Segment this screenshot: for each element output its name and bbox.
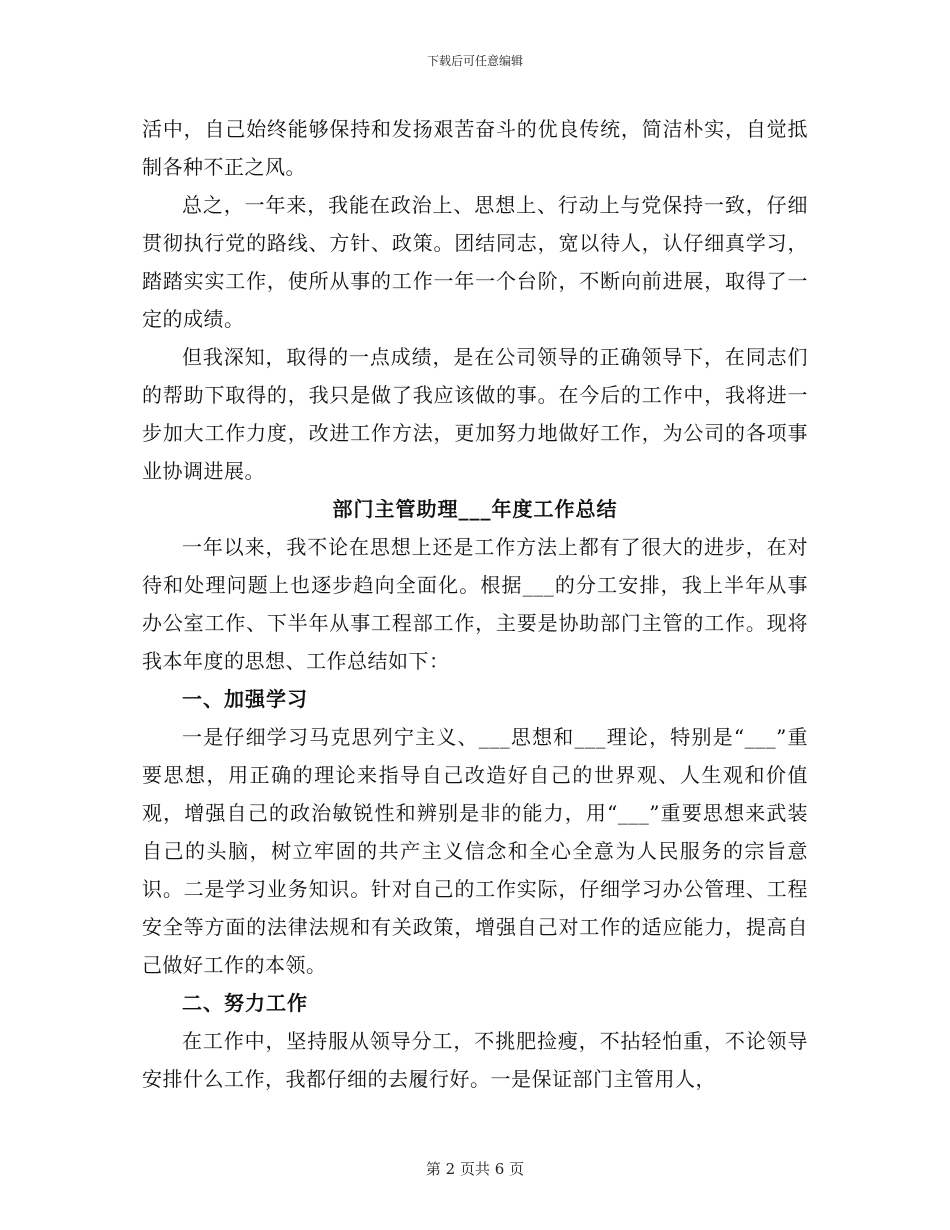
paragraph-outlook: 但我深知，取得的一点成绩，是在公司领导的正确领导下，在同志们的帮助下取得的，我只是做了我应该做的事。在今后的工作中，我将进一步加大工作力度，改进工作方法，更加努力地做好工作，为公司的各项事业协调进展。 — [142, 345, 808, 483]
paragraph-intro: 一年以来，我不论在思想上还是工作方法上都有了很大的进步，在对待和处理问题上也逐步趋向全面化。根据___的分工安排，我上半年从事办公室工作、下半年从事工程部工作，主要是协助部门主管的工作。现将我本年度的思想、工作总结如下： — [142, 535, 808, 673]
document-title: 部门主管助理___年度工作总结 — [332, 497, 618, 521]
paragraph-summary: 总之，一年来，我能在政治上、思想上、行动上与党保持一致，仔细贯彻执行党的路线、方针、政策。团结同志，宽以待人，认仔细真学习，踏踏实实工作，使所从事的工作一年一个台阶，不断向前进展，取得了一定的成绩。 — [142, 193, 808, 331]
paragraph-study: 一是仔细学习马克思列宁主义、___思想和___理论，特别是“___”重要思想，用正确的理论来指导自己改造好自己的世界观、人生观和价值观，增强自己的政治敏锐性和辨别是非的能力，用“___”重要思想来武装自己的头脑，树立牢固的共产主义信念和全心全意为人民服务的宗旨意识。二是学习业务知识。针对自己的工作实际，仔细学习办公管理、工程安全等方面的法律法规和有关政策，增强自己对工作的适应能力，提高自己做好工作的本领。 — [142, 725, 808, 977]
section-heading-study: 一、加强学习 — [182, 687, 308, 711]
section-heading-work: 二、努力工作 — [182, 991, 308, 1015]
paragraph-work: 在工作中，坚持服从领导分工，不挑肥捡瘦，不拈轻怕重，不论领导安排什么工作，我都仔细的去履行好。一是保证部门主管用人， — [142, 1029, 808, 1091]
page-number: 第 2 页共 6 页 — [425, 1160, 525, 1178]
paragraph-continued: 活中，自己始终能够保持和发扬艰苦奋斗的优良传统，简洁朴实，自觉抵制各种不正之风。 — [142, 117, 808, 179]
document-body — [142, 110, 808, 1098]
page-header: 下载后可任意编辑 — [426, 54, 523, 68]
